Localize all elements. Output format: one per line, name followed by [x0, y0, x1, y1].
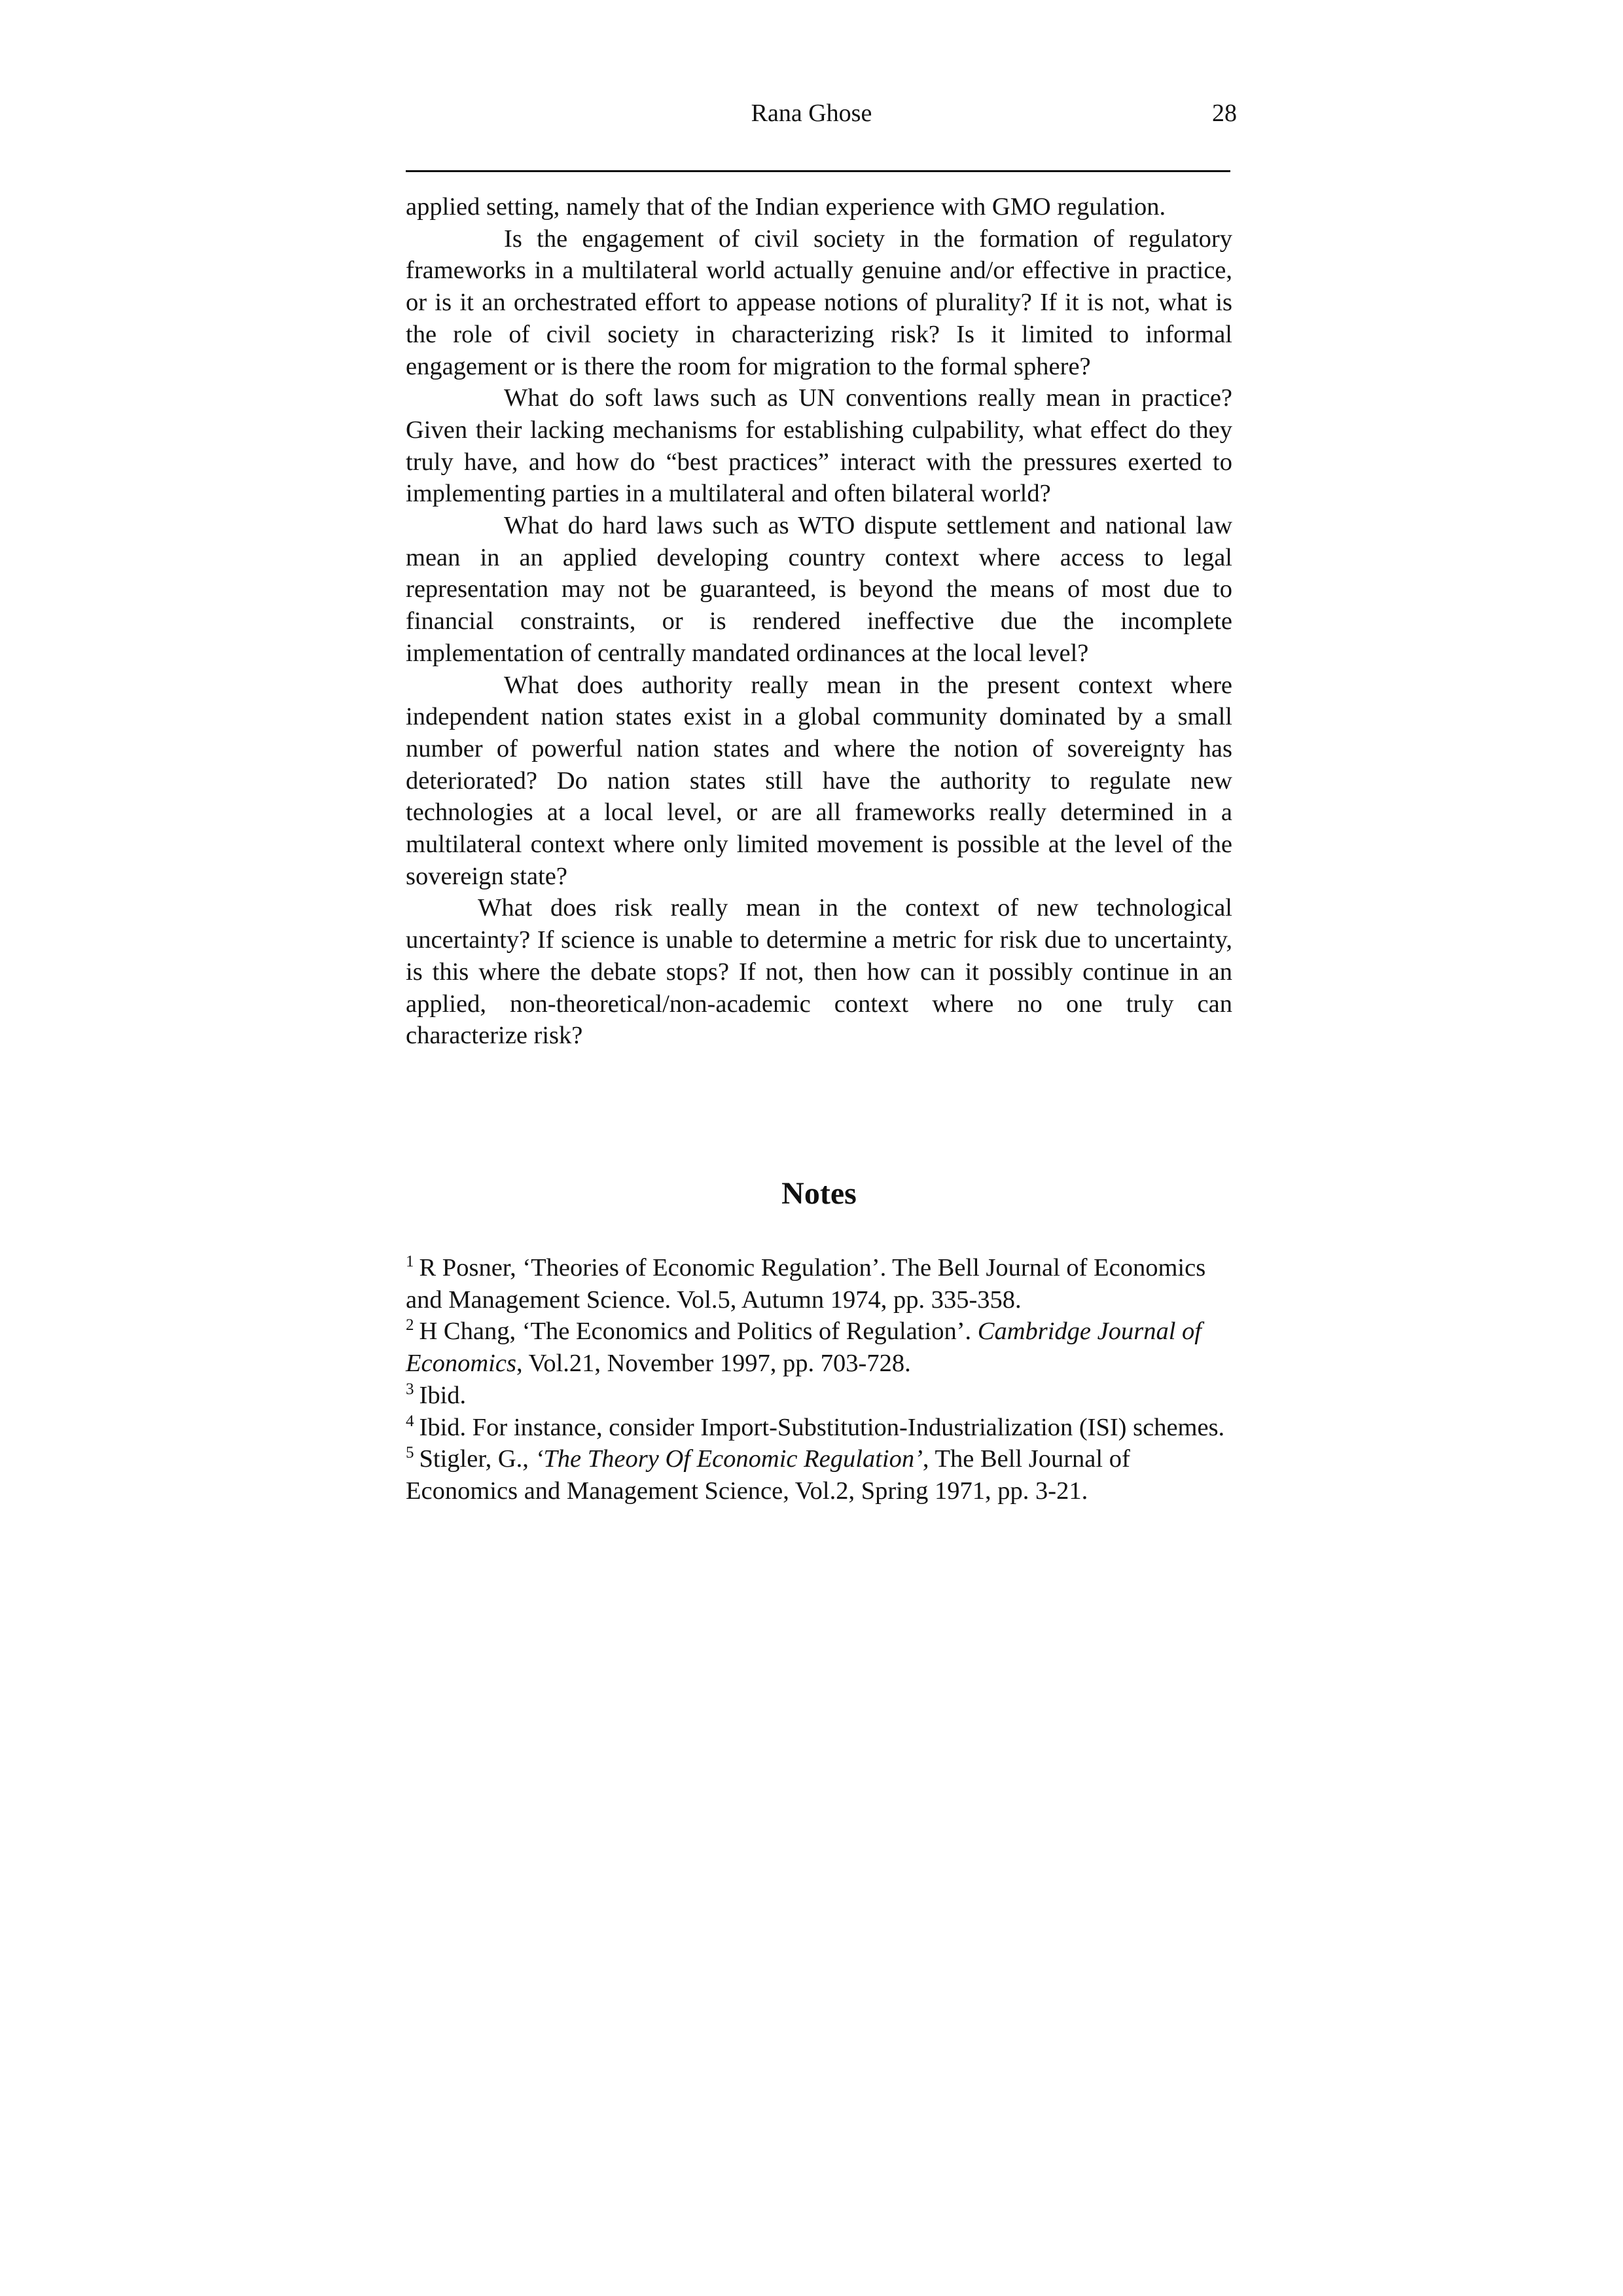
footnote-2 [406, 1316, 1232, 1379]
body-text [406, 191, 1232, 1052]
footnote-text: R Posner, ‘Theories of Economic Regulation’. The Bell Journal of Economics and Management Science. Vol.5, Autumn 1974, pp. 335-358. [406, 1254, 1206, 1314]
footnote-number: 2 [406, 1316, 414, 1335]
footnotes-list [406, 1252, 1232, 1507]
paragraph-civil-society: Is the engagement of civil society in the formation of regulatory frameworks in a multilateral world actually genuine and/or effective in practice, or is it an orchestrated effort to appease notions of plurality? If it is not, what is the role of civil society in characterizing risk? Is it limited to informal engagement or is there the room for migration to the formal sphere? [406, 224, 1232, 380]
header-rule [406, 170, 1230, 172]
paragraph-authority: What does authority really mean in the present context where independent nation states exist in a global community dominated by a small number of powerful nation states and where the notion of sovereignty has deteriorated? Do nation states still have the authority to regulate new technologies at a local level, or are all frameworks really determined in a multilateral context where only limited movement is possible at the level of the sovereign state? [406, 671, 1232, 890]
footnote-article-title: ‘The Theory Of Economic Regulation’ [535, 1445, 923, 1473]
paragraph-risk: What does risk really mean in the context of new technological uncertainty? If science is unable to determine a metric for risk due to uncertainty, is this where the debate stops? If not, then how can it possibly continue in an applied, non-theoretical/non-academic context where no one truly can characterize risk? [406, 894, 1232, 1050]
footnote-number: 5 [406, 1444, 414, 1462]
footnote-number: 3 [406, 1380, 414, 1398]
footnote-4 [406, 1412, 1232, 1444]
footnote-number: 4 [406, 1412, 414, 1430]
footnote-text-end: , The Bell Journal of Economics and Management Science, Vol.2, Spring 1971, pp. 3-21. [406, 1445, 1130, 1505]
footnote-text: Ibid. For instance, consider Import-Substitution-Industrialization (ISI) schemes. [419, 1413, 1225, 1441]
footnote-5 [406, 1443, 1232, 1507]
footnote-number: 1 [406, 1253, 414, 1270]
footnote-journal-title: Cambridge Journal of Economics [406, 1318, 1202, 1378]
footnote-text: Ibid. [419, 1381, 467, 1409]
page-number: 28 [1212, 99, 1237, 127]
footnote-text: H Chang, ‘The Economics and Politics of Regulation’. [419, 1318, 978, 1346]
notes-heading: Notes [781, 1176, 857, 1211]
paragraph-hard-laws: What do hard laws such as WTO dispute settlement and national law mean in an applied developing country context where access to legal representation may not be guaranteed, is beyond the means of most due to financial constraints, or is rendered ineffective due the incomplete implementation of centrally mandated ordinances at the local level? [406, 512, 1232, 667]
paragraph-continued: applied setting, namely that of the Indian experience with GMO regulation. [406, 193, 1166, 221]
footnote-3 [406, 1380, 1232, 1412]
footnote-text: Stigler, G., [419, 1445, 535, 1473]
footnote-text-end: , Vol.21, November 1997, pp. 703-728. [516, 1350, 911, 1378]
footnote-1 [406, 1252, 1232, 1316]
paragraph-soft-laws: What do soft laws such as UN conventions really mean in practice? Given their lacking mechanisms for establishing culpability, what effect do they truly have, and how do “best practices” interact with the pressures exerted to implementing parties in a multilateral and often bilateral world? [406, 384, 1232, 508]
running-header-author: Rana Ghose [751, 99, 872, 127]
